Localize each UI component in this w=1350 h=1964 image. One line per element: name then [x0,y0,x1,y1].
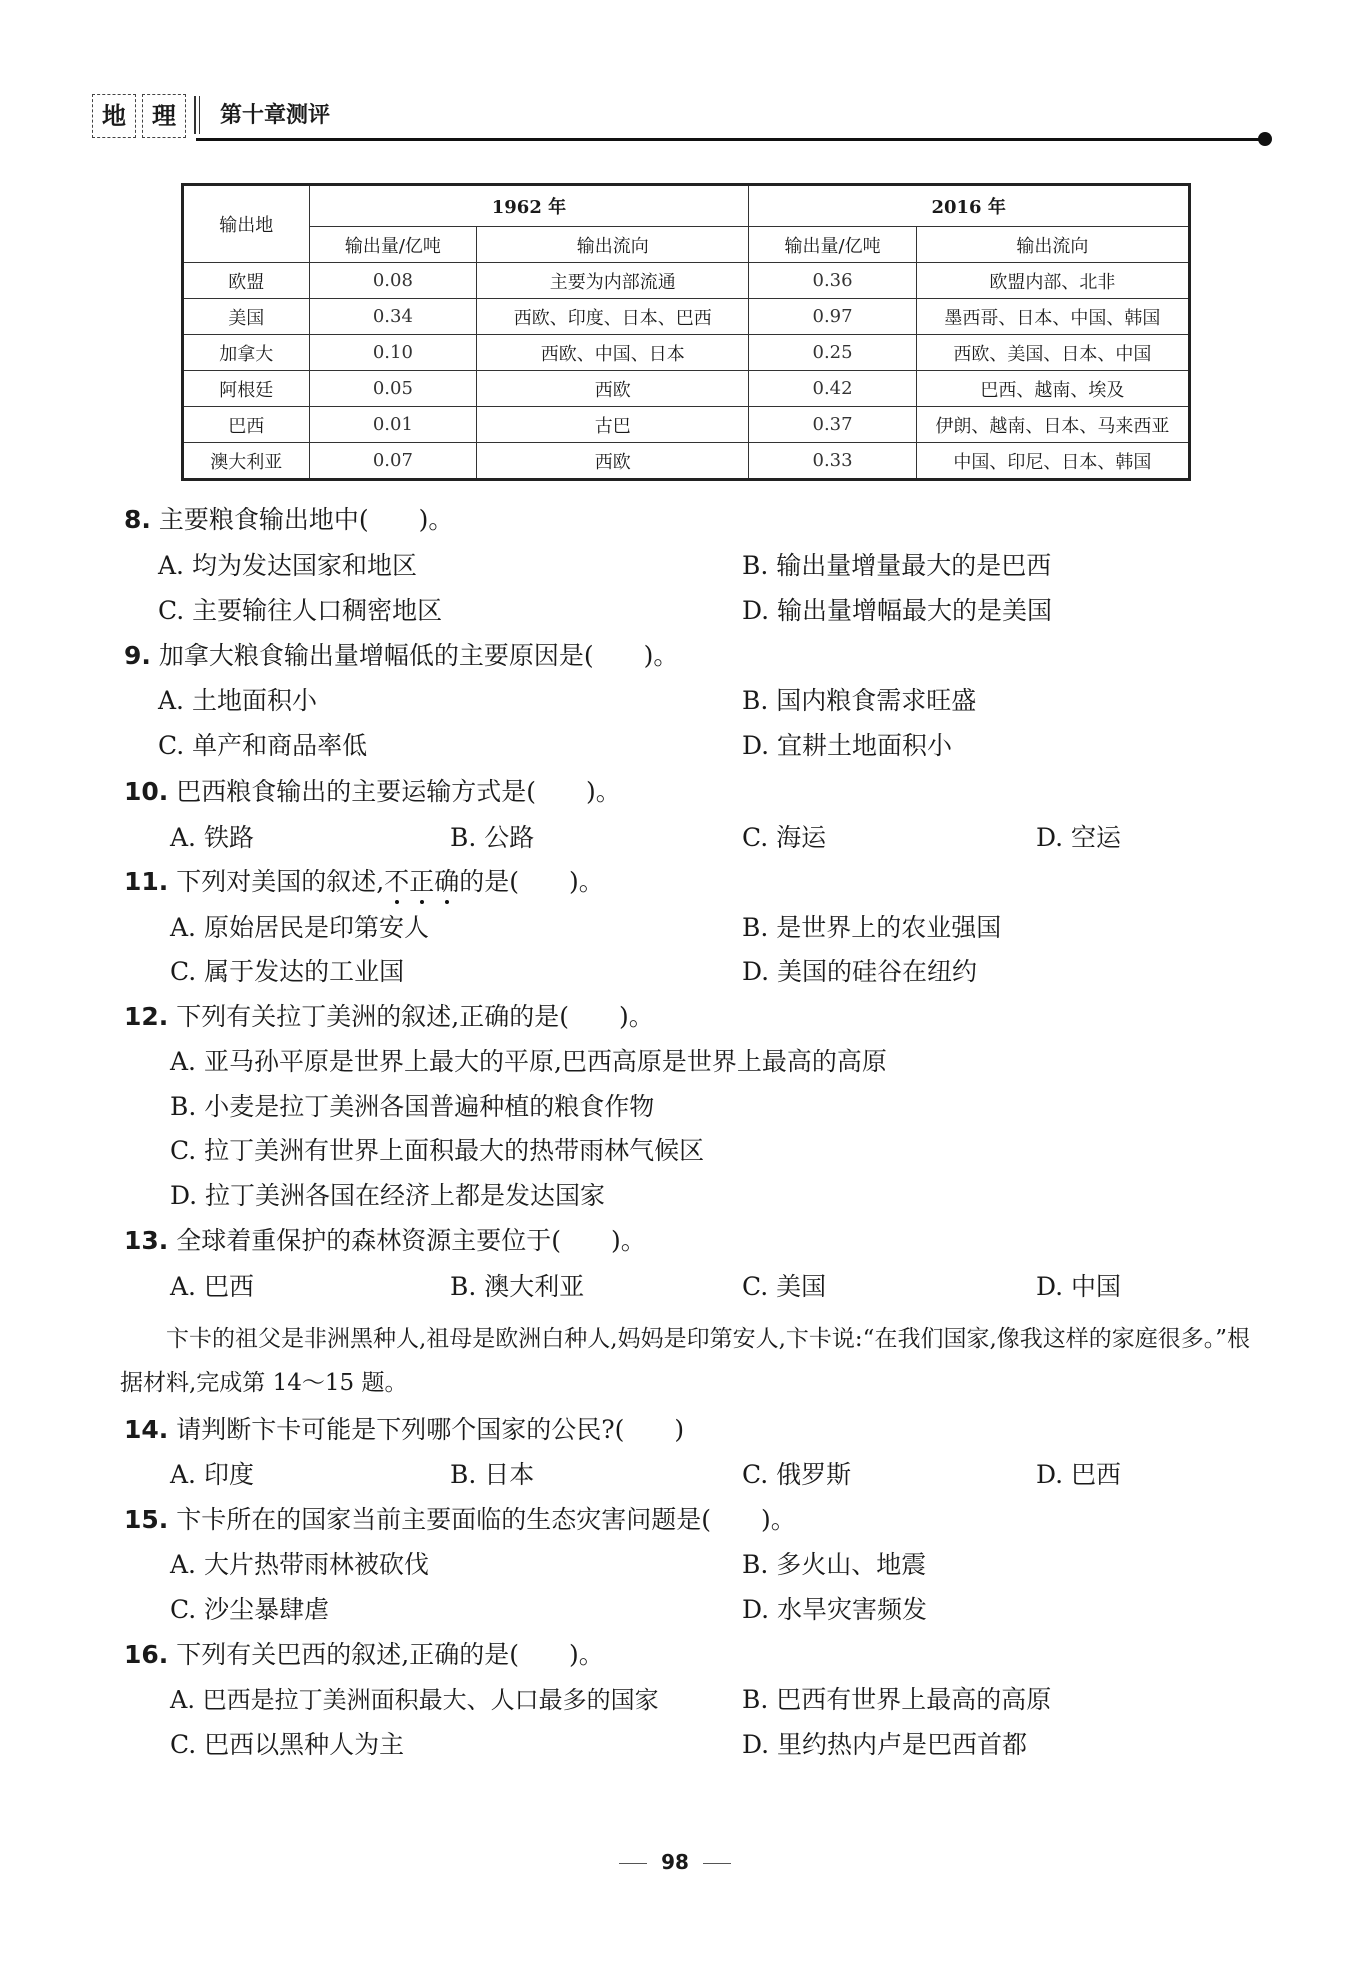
option-a[interactable]: A. 铁路 [170,823,254,852]
volume-1962-cell: 0.05 [309,371,477,407]
table-row [183,299,1190,335]
option-a[interactable]: A. 巴西 [170,1272,254,1301]
table-row [183,371,1190,407]
option-d[interactable]: D. 水旱灾害频发 [742,1595,928,1624]
volume-1962-cell: 0.07 [309,443,477,480]
option-c[interactable]: C. 主要输往人口稠密地区 [158,596,443,625]
subject-char: 理 [142,94,186,138]
option-d[interactable]: D. 拉丁美洲各国在经济上都是发达国家 [170,1181,606,1210]
region-cell: 澳大利亚 [183,443,310,480]
option-a[interactable]: A. 亚马孙平原是世界上最大的平原,巴西高原是世界上最高的高原 [170,1047,887,1076]
option-a[interactable]: A. 原始居民是印第安人 [170,913,429,942]
volume-1962-cell: 0.10 [309,335,477,371]
direction-2016-cell: 西欧、美国、日本、中国 [916,335,1189,371]
option-a[interactable]: A. 均为发达国家和地区 [158,551,417,580]
direction-2016-cell: 伊朗、越南、日本、马来西亚 [916,407,1189,443]
col-direction-header: 输出流向 [916,227,1189,263]
option-d[interactable]: D. 输出量增幅最大的是美国 [742,596,1053,625]
question-stem: 下列有关巴西的叙述,正确的是( )。 [176,1640,604,1669]
question-16 [124,1635,604,1671]
subject-label [92,94,192,138]
question-number: 16. [124,1640,169,1669]
volume-1962-cell: 0.08 [309,263,477,299]
direction-1962-cell: 西欧、中国、日本 [477,335,749,371]
question-9 [124,636,678,672]
direction-2016-cell: 欧盟内部、北非 [916,263,1189,299]
question-number: 15. [124,1505,169,1534]
option-d[interactable]: D. 空运 [1036,823,1122,852]
question-12 [124,997,654,1033]
option-c[interactable]: C. 俄罗斯 [742,1460,852,1489]
option-b[interactable]: B. 小麦是拉丁美洲各国普遍种植的粮食作物 [170,1092,655,1121]
direction-1962-cell: 西欧 [477,443,749,480]
volume-2016-cell: 0.97 [749,299,917,335]
page-header [92,94,1282,142]
page-footer [0,1850,1350,1874]
option-b[interactable]: B. 公路 [450,823,535,852]
volume-1962-cell: 0.34 [309,299,477,335]
region-cell: 阿根廷 [183,371,310,407]
footer-dash [619,1863,647,1865]
col-volume-header: 输出量/亿吨 [749,227,917,263]
volume-2016-cell: 0.25 [749,335,917,371]
region-cell: 加拿大 [183,335,310,371]
region-cell: 欧盟 [183,263,310,299]
footer-dash [703,1863,731,1865]
direction-2016-cell: 巴西、越南、埃及 [916,371,1189,407]
option-b[interactable]: B. 日本 [450,1460,535,1489]
direction-1962-cell: 主要为内部流通 [477,263,749,299]
region-cell: 美国 [183,299,310,335]
option-c[interactable]: C. 巴西以黑种人为主 [170,1730,405,1759]
region-cell: 巴西 [183,407,310,443]
emphasis-char: 不 [384,867,410,896]
question-stem: 下列对美国的叙述, [176,867,385,896]
option-b[interactable]: B. 多火山、地震 [742,1550,927,1579]
table-row [183,335,1190,371]
option-b[interactable]: B. 国内粮食需求旺盛 [742,686,977,715]
volume-1962-cell: 0.01 [309,407,477,443]
option-d[interactable]: D. 宜耕土地面积小 [742,731,953,760]
question-stem: 主要粮食输出地中( )。 [158,505,454,534]
question-stem: 下列有关拉丁美洲的叙述,正确的是( )。 [176,1002,654,1031]
emphasis-char: 正 [409,867,435,896]
question-number: 8. [124,505,151,534]
question-15 [124,1500,796,1536]
question-10 [124,772,621,808]
option-a[interactable]: A. 印度 [170,1460,254,1489]
question-stem: 全球着重保护的森林资源主要位于( )。 [176,1226,646,1255]
question-number: 11. [124,867,169,896]
option-a[interactable]: A. 土地面积小 [158,686,317,715]
volume-2016-cell: 0.33 [749,443,917,480]
chapter-title: 第十章测评 [220,103,331,128]
option-d[interactable]: D. 美国的硅谷在纽约 [742,957,978,986]
question-stem: 加拿大粮食输出量增幅低的主要原因是( )。 [158,641,679,670]
option-b[interactable]: B. 是世界上的农业强国 [742,913,1002,942]
reading-passage: 卞卡的祖父是非洲黑种人,祖母是欧洲白种人,妈妈是印第安人,卞卡说:“在我们国家,像我这样的家庭很多。”根据材料,完成第 14～15 题。 [120,1326,1251,1396]
table-row [183,443,1190,480]
direction-2016-cell: 中国、印尼、日本、韩国 [916,443,1189,480]
option-a[interactable]: A. 巴西是拉丁美洲面积最大、人口最多的国家 [170,1686,659,1714]
option-d[interactable]: D. 里约热内卢是巴西首都 [742,1730,1028,1759]
option-a[interactable]: A. 大片热带雨林被砍伐 [170,1550,429,1579]
option-c[interactable]: C. 属于发达的工业国 [170,957,405,986]
option-c[interactable]: C. 沙尘暴肆虐 [170,1595,330,1624]
option-b[interactable]: B. 巴西有世界上最高的高原 [742,1685,1052,1714]
question-number: 12. [124,1002,169,1031]
question-11 [124,862,604,898]
table-row [183,263,1190,299]
volume-2016-cell: 0.42 [749,371,917,407]
col-direction-header: 输出流向 [477,227,749,263]
question-stem: 卞卡所在的国家当前主要面临的生态灾害问题是( )。 [176,1505,796,1534]
question-number: 13. [124,1226,169,1255]
option-d[interactable]: D. 巴西 [1036,1460,1122,1489]
question-number: 10. [124,777,169,806]
option-b[interactable]: B. 澳大利亚 [450,1272,585,1301]
option-c[interactable]: C. 美国 [742,1272,827,1301]
option-b[interactable]: B. 输出量增量最大的是巴西 [742,551,1052,580]
header-rule-dot [1258,132,1272,146]
option-c[interactable]: C. 拉丁美洲有世界上面积最大的热带雨林气候区 [170,1136,705,1165]
year-1962-header: 1962 年 [309,185,749,227]
volume-2016-cell: 0.36 [749,263,917,299]
question-14 [124,1410,684,1446]
emphasis-char: 确 [434,867,460,896]
table-row [183,407,1190,443]
year-2016-header: 2016 年 [749,185,1190,227]
question-13 [124,1221,646,1257]
option-d[interactable]: D. 中国 [1036,1272,1122,1301]
question-number: 14. [124,1415,169,1444]
question-number: 9. [124,641,151,670]
page-number: 98 [661,1850,689,1874]
col-volume-header: 输出量/亿吨 [309,227,477,263]
question-stem: 巴西粮食输出的主要运输方式是( )。 [176,777,621,806]
question-stem: 请判断卞卡可能是下列哪个国家的公民?( ) [176,1415,685,1444]
option-c[interactable]: C. 单产和商品率低 [158,731,368,760]
grain-export-table [181,183,1191,481]
question-stem-end: 的是( )。 [459,867,604,896]
direction-1962-cell: 古巴 [477,407,749,443]
volume-2016-cell: 0.37 [749,407,917,443]
col-source-header: 输出地 [183,185,310,263]
header-separator [194,96,200,134]
direction-1962-cell: 西欧、印度、日本、巴西 [477,299,749,335]
subject-char: 地 [92,94,136,138]
direction-1962-cell: 西欧 [477,371,749,407]
header-rule [196,138,1264,141]
option-c[interactable]: C. 海运 [742,823,827,852]
question-8 [124,500,453,536]
direction-2016-cell: 墨西哥、日本、中国、韩国 [916,299,1189,335]
